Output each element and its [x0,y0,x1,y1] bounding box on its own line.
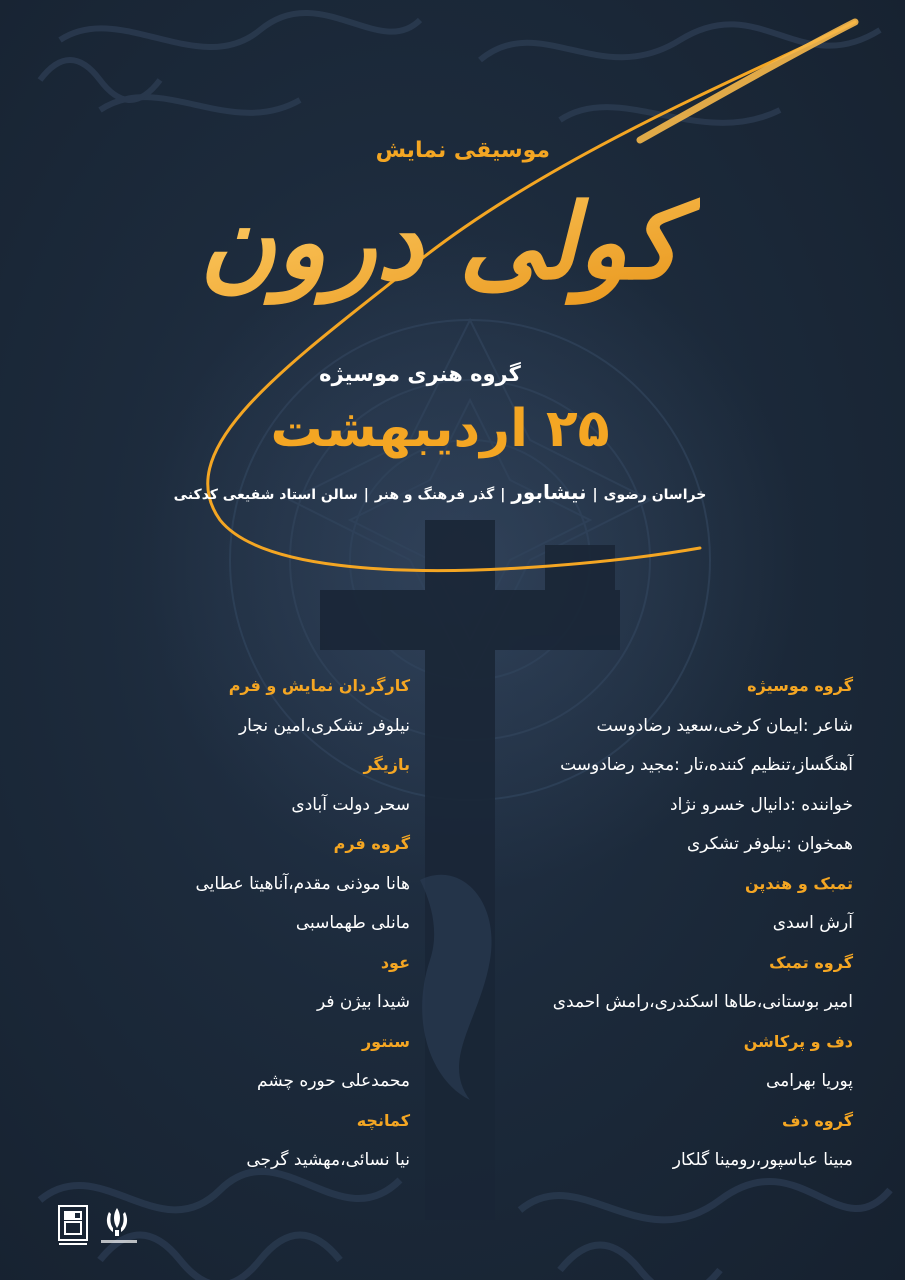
venue-line [120,480,760,504]
venue-city: نیشابور [511,480,587,504]
venue-separator: | [500,487,506,503]
credit-entry: آرش اسدی [772,913,853,933]
venue-province: خراسان رضوی [603,487,707,503]
credit-heading: گروه دف [781,1110,853,1130]
calligraphy-texture-top [40,13,880,123]
credit-heading: سنتور [361,1031,410,1051]
credit-heading: گروه موسیژه [747,676,853,695]
credit-entry: شاعر :ایمان کرخی،سعید رضادوست [596,715,853,736]
credit-heading: عود [380,952,410,972]
credit-entry: مبینا عباسپور،رومینا گلکار [672,1150,853,1170]
credit-entry: سحر دولت آبادی [291,794,410,815]
credit-entry: خواننده :دانیال خسرو نژاد [670,794,853,815]
group-name: گروه هنری موسیژه [319,362,521,386]
credit-entry: پوریا بهرامی [766,1071,853,1091]
venue-separator: | [363,487,369,503]
credit-entry: مانلی طهماسبی [295,913,410,933]
credit-entry: آهنگساز،تنظیم کننده،تار :مجید رضادوست [560,755,853,775]
poster-subtitle: موسیقی نمایش [375,138,550,163]
credit-entry: امیر بوستانی،طاها اسکندری،رامش احمدی [552,992,853,1012]
government-emblem-icon [101,1208,137,1243]
poster-title [180,160,700,340]
credit-heading: کارگردان نمایش و فرم [228,676,410,695]
credit-heading: بازیگر [363,755,410,774]
credit-entry: هانا موذنی مقدم،آناهیتا عطایی [195,873,410,894]
poster-title-text: کولی درون [199,180,681,303]
venue-place: گذر فرهنگ و هنر [374,487,495,503]
credit-entry: محمدعلی حوره چشم [257,1071,410,1091]
event-date: ۲۵ اردیبهشت [270,399,610,459]
credits-left-column [110,672,410,1186]
credit-heading: گروه فرم [333,834,410,853]
credits-right-column [513,672,853,1186]
credit-entry: نیا نسائی،مهشید گرجی [246,1150,410,1170]
credit-heading: گروه تمبک [769,952,853,972]
credit-entry: نیلوفر تشکری،امین نجار [238,715,410,736]
venue-separator: | [592,487,598,503]
ministry-building-logo-icon [59,1206,87,1244]
venue-hall: سالن استاد شفیعی کدکنی [173,487,358,503]
credit-heading: کمانچه [356,1110,410,1130]
credit-entry: همخوان :نیلوفر تشکری [686,834,853,854]
credit-heading: تمبک و هندپن [744,873,853,893]
credit-entry: شیدا بیژن فر [316,992,410,1012]
credit-heading: دف و پرکاشن [743,1031,853,1051]
sponsor-logos [55,1198,155,1248]
